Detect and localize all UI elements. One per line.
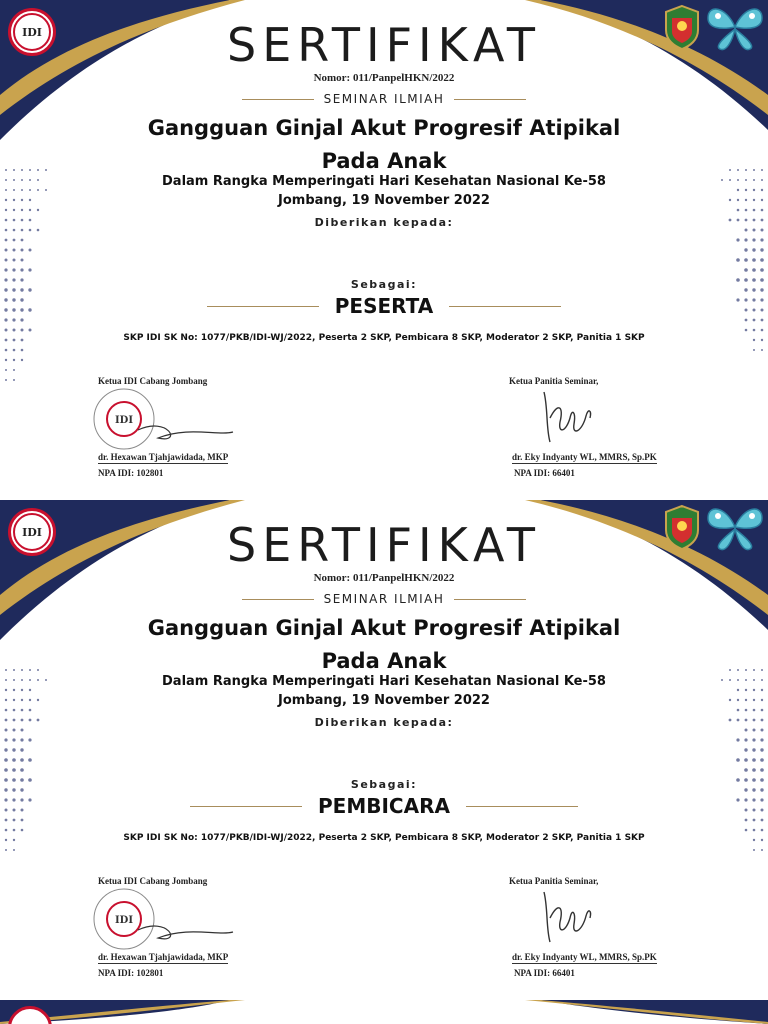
certificate-title: SERTIFIKAT: [227, 18, 541, 72]
idi-stamp: [88, 886, 238, 952]
right-signer-title: Ketua Panitia Seminar,: [509, 876, 599, 886]
divider-line: [454, 599, 526, 600]
left-signer-npa: NPA IDI: 102801: [98, 468, 164, 478]
divider-line: [242, 599, 314, 600]
stamp-center: IDI: [114, 915, 134, 926]
right-signer-npa: NPA IDI: 66401: [514, 968, 575, 978]
seminar-topic: [0, 112, 768, 178]
role-row: [0, 294, 768, 318]
right-signer-name: dr. Eky Indyanty WL, MMRS, Sp.PK: [512, 952, 657, 962]
divider-line: [207, 306, 319, 307]
left-signer-npa: NPA IDI: 102801: [98, 968, 164, 978]
divider-line: [449, 306, 561, 307]
idi-seal-text: IDI: [13, 13, 51, 51]
event-line-2: Jombang, 19 November 2022: [278, 193, 490, 208]
right-signer-title: Ketua Panitia Seminar,: [509, 376, 599, 386]
seminar-label: SEMINAR ILMIAH: [323, 592, 445, 606]
idi-seal-text: IDI: [13, 513, 51, 551]
divider-line: [242, 99, 314, 100]
left-signer-name: dr. Hexawan Tjahjawidada, MKP: [98, 952, 229, 962]
seminar-label: SEMINAR ILMIAH: [323, 92, 445, 106]
seminar-label-row: [0, 592, 768, 606]
event-info: [0, 172, 768, 210]
certificate-3-partial: [0, 1000, 768, 1024]
topic-line-2: Pada Anak: [321, 649, 447, 673]
certificate-title: SERTIFIKAT: [227, 518, 541, 572]
certificate-background: [0, 1000, 768, 1024]
given-to-label: Diberikan kepada:: [314, 216, 454, 229]
given-to-label: Diberikan kepada:: [314, 716, 454, 729]
divider-line: [190, 806, 302, 807]
topic-line-1: Gangguan Ginjal Akut Progresif Atipikal: [147, 616, 621, 640]
role-row: [0, 794, 768, 818]
idi-stamp: [88, 386, 238, 452]
event-line-2: Jombang, 19 November 2022: [278, 693, 490, 708]
right-signer-name: dr. Eky Indyanty WL, MMRS, Sp.PK: [512, 452, 657, 462]
certificate-2: [0, 500, 768, 1000]
as-label: Sebagai:: [350, 278, 418, 291]
certificate-number: Nomor: 011/PanpelHKN/2022: [313, 572, 455, 584]
seminar-topic: [0, 612, 768, 678]
as-label: Sebagai:: [350, 778, 418, 791]
right-signer-npa: NPA IDI: 66401: [514, 468, 575, 478]
skp-info: SKP IDI SK No: 1077/PKB/IDI-WJ/2022, Peserta 2 SKP, Pembicara 8 SKP, Moderator 2 SKP, Panitia 1 SKP: [123, 333, 645, 343]
role-label: PESERTA: [334, 294, 434, 318]
event-info: [0, 672, 768, 710]
divider-line: [454, 99, 526, 100]
certificate-number: Nomor: 011/PanpelHKN/2022: [313, 72, 455, 84]
event-line-1: Dalam Rangka Memperingati Hari Kesehatan Nasional Ke-58: [162, 174, 606, 189]
topic-line-1: Gangguan Ginjal Akut Progresif Atipikal: [147, 116, 621, 140]
handwritten-signature: [530, 388, 600, 446]
handwritten-signature: [530, 888, 600, 946]
divider-line: [466, 806, 578, 807]
left-signer-title: Ketua IDI Cabang Jombang: [98, 376, 208, 386]
skp-info: SKP IDI SK No: 1077/PKB/IDI-WJ/2022, Peserta 2 SKP, Pembicara 8 SKP, Moderator 2 SKP, Panitia 1 SKP: [123, 833, 645, 843]
event-line-1: Dalam Rangka Memperingati Hari Kesehatan Nasional Ke-58: [162, 674, 606, 689]
certificate-1: [0, 0, 768, 500]
stamp-center: IDI: [114, 415, 134, 426]
left-signer-name: dr. Hexawan Tjahjawidada, MKP: [98, 452, 229, 462]
topic-line-2: Pada Anak: [321, 149, 447, 173]
left-signer-title: Ketua IDI Cabang Jombang: [98, 876, 208, 886]
role-label: PEMBICARA: [318, 794, 450, 818]
seminar-label-row: [0, 92, 768, 106]
